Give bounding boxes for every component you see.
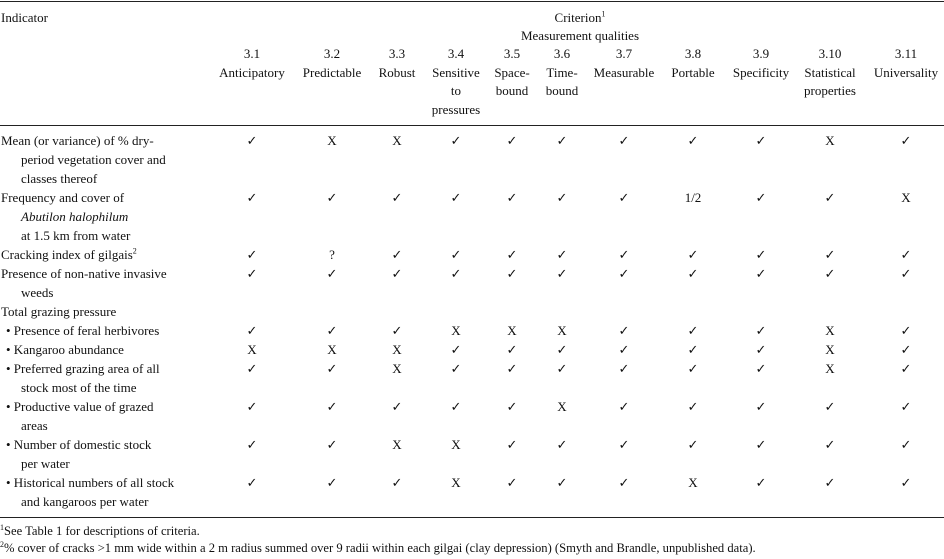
criterion-value: ✓: [391, 399, 403, 414]
column-label-line: Specificity: [732, 64, 790, 80]
criterion-value: ✓: [687, 437, 699, 452]
criterion-value: ✓: [824, 437, 836, 452]
criterion-value: X: [392, 437, 402, 452]
criterion-value: X: [507, 323, 517, 338]
column-header-8: [671, 45, 714, 82]
criterion-value: ✓: [687, 247, 699, 262]
criterion-value: ✓: [824, 247, 836, 262]
criterion-value: ✓: [391, 475, 403, 490]
indicator-cell: [1, 340, 211, 359]
indicator-line: classes thereof: [21, 171, 98, 186]
criterion-value: ✓: [450, 399, 462, 414]
criterion-value: ✓: [326, 437, 338, 452]
criterion-value: ✓: [246, 399, 258, 414]
column-label-line: Robust: [378, 64, 416, 80]
criterion-value: ✓: [556, 475, 568, 490]
column-header-4: [432, 45, 480, 119]
criterion-value: ✓: [824, 475, 836, 490]
criterion-value: ✓: [687, 323, 699, 338]
criterion-value: ✓: [755, 323, 767, 338]
criterion-value: X: [392, 133, 402, 148]
criterion-value: ✓: [506, 266, 518, 281]
criterion-value: X: [451, 323, 461, 338]
bottom-rule: [0, 517, 944, 518]
indicator-cell: [1, 302, 211, 321]
measurement-qualities-header: Measurement qualities: [520, 28, 640, 43]
indicator-line: stock most of the time: [21, 380, 137, 395]
indicator-line: areas: [21, 418, 48, 433]
criterion-value: X: [825, 133, 835, 148]
criterion-value: ✓: [618, 323, 630, 338]
criterion-value: ✓: [450, 133, 462, 148]
criterion-value: ✓: [506, 247, 518, 262]
criterion-value: ✓: [900, 342, 912, 357]
indicator-line: • Number of domestic stock: [6, 437, 152, 452]
criterion-value: ✓: [246, 475, 258, 490]
footnote-2: $^2$% cover of cracks >1 mm wide within a 2 m radius summed over 9 radii within each gilgai (clay depression) (Smyth and Brandle, unpublished data).: [0, 539, 756, 555]
criterion-value: ✓: [900, 437, 912, 452]
criterion-value: ✓: [755, 399, 767, 414]
column-label-line: Universality: [873, 64, 939, 80]
column-header-1: [219, 45, 285, 82]
criterion-value: X: [557, 323, 567, 338]
column-header-9: [733, 45, 789, 82]
criterion-value: ✓: [618, 247, 630, 262]
indicator-line: Total grazing pressure: [1, 304, 117, 319]
column-label-line: Sensitive: [432, 64, 480, 80]
criterion-value: ✓: [687, 266, 699, 281]
indicator-cell: [1, 131, 211, 188]
column-number: 3.1: [243, 46, 261, 61]
criterion-value: ✓: [618, 399, 630, 414]
header-rule: [0, 125, 944, 126]
criterion-value: ✓: [326, 266, 338, 281]
criterion-value: X: [825, 323, 835, 338]
indicator-cell: [1, 188, 211, 245]
criterion-value: ✓: [900, 266, 912, 281]
column-header-2: [303, 45, 361, 82]
criterion-value: ✓: [326, 190, 338, 205]
column-number: 3.11: [894, 46, 918, 61]
criterion-value: ✓: [246, 247, 258, 262]
criterion-value: ✓: [755, 342, 767, 357]
indicator-line: weeds: [21, 285, 54, 300]
column-header-7: [594, 45, 655, 82]
criterion-value: ✓: [246, 266, 258, 281]
column-header-5: [494, 45, 529, 101]
criterion-value: ✓: [506, 399, 518, 414]
column-number: 3.3: [388, 46, 406, 61]
column-label-line: properties: [804, 83, 856, 98]
criterion-value: ✓: [326, 361, 338, 376]
criterion-value: ✓: [755, 266, 767, 281]
column-label-line: bound: [545, 83, 579, 98]
indicator-cell: [1, 435, 211, 473]
criterion-value: ✓: [450, 247, 462, 262]
criterion-value: ✓: [687, 361, 699, 376]
criterion-value: ✓: [326, 399, 338, 414]
criterion-value: ✓: [824, 266, 836, 281]
column-label-line: Portable: [671, 64, 715, 80]
criterion-value: ✓: [326, 475, 338, 490]
criterion-value: X: [825, 342, 835, 357]
column-header-11: [874, 45, 938, 82]
top-rule: [0, 1, 944, 2]
column-header-3: [379, 45, 416, 82]
column-label-line: Anticipatory: [219, 64, 285, 80]
indicator-line: at 1.5 km from water: [21, 228, 131, 243]
criterion-value: ✓: [506, 437, 518, 452]
criterion-value: ✓: [900, 399, 912, 414]
indicator-line: • Historical numbers of all stock: [6, 475, 175, 490]
criterion-value: ✓: [556, 342, 568, 357]
criterion-value: X: [451, 437, 461, 452]
criterion-value: ✓: [618, 190, 630, 205]
column-number: 3.7: [615, 46, 633, 61]
criterion-value: ✓: [450, 361, 462, 376]
column-label-line: Time-: [546, 64, 578, 80]
criterion-value: ✓: [824, 190, 836, 205]
column-number: 3.9: [752, 46, 770, 61]
criterion-header: Criterion$^1$: [554, 9, 606, 25]
criterion-value: ✓: [506, 133, 518, 148]
criterion-value: ✓: [246, 323, 258, 338]
criterion-value: ✓: [687, 342, 699, 357]
criterion-value: ✓: [556, 247, 568, 262]
criterion-value: ✓: [246, 437, 258, 452]
criterion-value: ✓: [755, 437, 767, 452]
criterion-value: 1/2: [684, 190, 702, 205]
indicator-line: • Preferred grazing area of all: [6, 361, 160, 376]
criterion-value: ✓: [687, 399, 699, 414]
column-number: 3.8: [684, 46, 702, 61]
criterion-value: ✓: [687, 133, 699, 148]
criterion-value: ✓: [246, 361, 258, 376]
criterion-value: ✓: [900, 323, 912, 338]
column-number: 3.10: [818, 46, 842, 61]
criterion-value: X: [451, 475, 461, 490]
criterion-value: ✓: [391, 323, 403, 338]
criterion-value: X: [247, 342, 257, 357]
indicator-column-header: Indicator: [1, 10, 48, 25]
criterion-value: ✓: [618, 437, 630, 452]
criterion-value: X: [392, 342, 402, 357]
criterion-value: ✓: [755, 361, 767, 376]
indicator-line: Frequency and cover of: [1, 190, 125, 205]
indicator-cell: [1, 264, 211, 302]
criterion-value: ✓: [326, 323, 338, 338]
indicator-line: Cracking index of gilgais: [1, 247, 133, 262]
indicator-cell: [1, 321, 211, 340]
indicator-line: Presence of non-native invasive: [1, 266, 167, 281]
criterion-value: ✓: [618, 133, 630, 148]
criterion-value: ✓: [506, 342, 518, 357]
criterion-value: ✓: [391, 190, 403, 205]
criterion-value: ✓: [556, 266, 568, 281]
criterion-value: ✓: [450, 266, 462, 281]
criterion-value: X: [327, 133, 337, 148]
criterion-value: ✓: [900, 247, 912, 262]
criterion-value: ?: [329, 247, 335, 262]
column-label-line: Statistical: [804, 64, 856, 80]
criterion-value: ✓: [618, 361, 630, 376]
indicator-line: period vegetation cover and: [21, 152, 166, 167]
criterion-value: ✓: [450, 342, 462, 357]
criterion-value: ✓: [900, 133, 912, 148]
criterion-value: ✓: [900, 475, 912, 490]
criterion-value: ✓: [506, 190, 518, 205]
criterion-value: ✓: [246, 133, 258, 148]
criterion-value: ✓: [450, 190, 462, 205]
criterion-value: X: [688, 475, 698, 490]
indicator-cell: [1, 473, 211, 511]
indicator-cell: [1, 245, 211, 264]
criterion-value: ✓: [506, 361, 518, 376]
criterion-value: ✓: [391, 266, 403, 281]
indicator-line: • Productive value of grazed: [6, 399, 154, 414]
indicator-cell: [1, 397, 211, 435]
criterion-value: ✓: [246, 190, 258, 205]
indicator-line: per water: [21, 456, 70, 471]
footnote-marker: 2: [132, 246, 137, 256]
criterion-value: ✓: [755, 247, 767, 262]
criterion-value: ✓: [556, 437, 568, 452]
column-header-6: [546, 45, 579, 101]
criterion-value: ✓: [755, 475, 767, 490]
criterion-value: ✓: [506, 475, 518, 490]
criterion-value: ✓: [755, 133, 767, 148]
column-label-line: bound: [495, 83, 529, 98]
column-header-10: [804, 45, 856, 101]
column-label-line: Predictable: [302, 64, 362, 80]
column-label-line: pressures: [431, 101, 481, 117]
criterion-value: X: [557, 399, 567, 414]
footnote-1: $^1$See Table 1 for descriptions of criteria.: [0, 522, 200, 538]
criterion-value: ✓: [824, 399, 836, 414]
indicator-line: • Presence of feral herbivores: [6, 323, 160, 338]
indicator-line: • Kangaroo abundance: [6, 342, 124, 357]
indicator-cell: [1, 359, 211, 397]
criterion-value: ✓: [618, 475, 630, 490]
criterion-value: ✓: [618, 342, 630, 357]
column-number: 3.2: [323, 46, 341, 61]
column-label-line: Space-: [494, 64, 530, 80]
criterion-value: X: [327, 342, 337, 357]
criterion-value: ✓: [391, 247, 403, 262]
column-number: 3.5: [503, 46, 521, 61]
criterion-value: X: [901, 190, 911, 205]
criterion-value: ✓: [556, 190, 568, 205]
indicator-line: and kangaroos per water: [21, 494, 149, 509]
column-number: 3.4: [447, 46, 465, 61]
criterion-value: ✓: [900, 361, 912, 376]
criterion-value: ✓: [755, 190, 767, 205]
criterion-value: X: [392, 361, 402, 376]
criterion-value: ✓: [556, 133, 568, 148]
indicator-line: Mean (or variance) of % dry-: [1, 133, 154, 148]
column-number: 3.6: [553, 46, 571, 61]
criterion-value: X: [825, 361, 835, 376]
column-label-line: Measurable: [593, 64, 655, 80]
criterion-value: ✓: [618, 266, 630, 281]
column-label-line: to: [450, 83, 462, 98]
indicator-line: Abutilon halophilum: [21, 209, 129, 224]
criterion-value: ✓: [556, 361, 568, 376]
